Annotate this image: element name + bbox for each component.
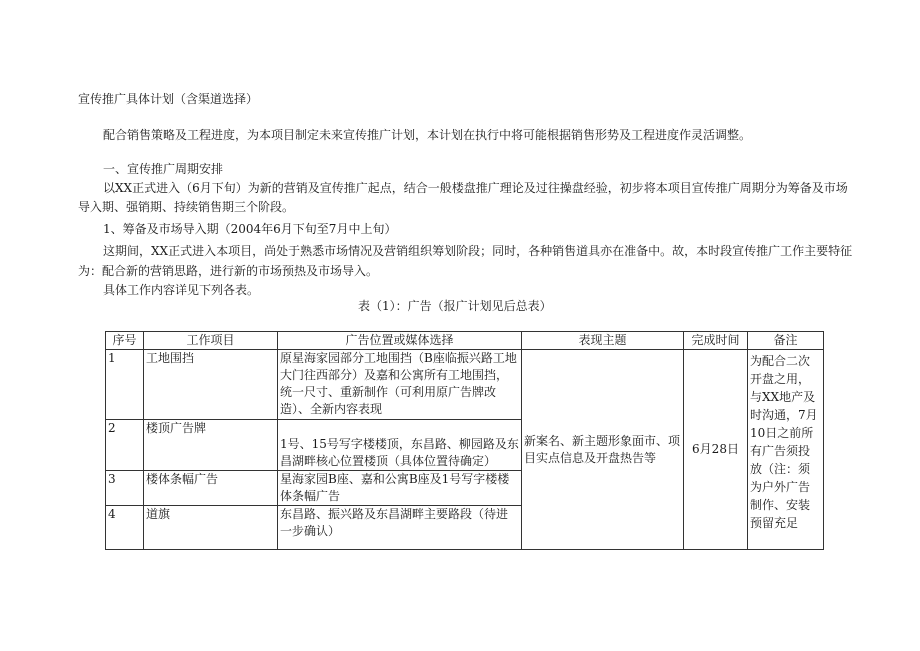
- header-no: 序号: [106, 332, 144, 350]
- intro-paragraph: 配合销售策略及工程进度，为本项目制定未来宣传推广计划，本计划在执行中将可能根据销售形势及工程进度作灵活调整。: [103, 128, 752, 142]
- row-note: 为配合二次开盘之用，与XX地产及时沟通，7月10日之前所有广告须投放（注：须为户外广告制作、安装预留充足: [748, 350, 824, 550]
- row-item: 楼顶广告牌: [144, 420, 278, 471]
- row-location: 原星海家园部分工地围挡（B座临振兴路工地大门往西部分）及嘉和公寓所有工地围挡，统一尺寸、重新制作（可利用原广告牌改造）、全新内容表现: [278, 350, 522, 420]
- ad-plan-table: [105, 331, 824, 550]
- row-no: 2: [106, 420, 144, 471]
- row-no: 4: [106, 506, 144, 550]
- row-location: 1号、15号写字楼楼顶，东昌路、柳园路及东昌湖畔核心位置楼顶（具体位置待确定）: [278, 420, 522, 471]
- row-location: 星海家园B座、嘉和公寓B座及1号写字楼楼体条幅广告: [278, 471, 522, 506]
- doc-heading: 宣传推广具体计划（含渠道选择）: [78, 92, 259, 106]
- section1-paragraph-line2: 导入期、强销期、持续销售期三个阶段。: [78, 200, 295, 214]
- row-location: 东昌路、振兴路及东昌湖畔主要路段（待进一步确认）: [278, 506, 522, 550]
- phase1-paragraph-line2: 为：配合新的营销思路，进行新的市场预热及市场导入。: [78, 264, 379, 278]
- header-note: 备注: [748, 332, 824, 350]
- row-item: 楼体条幅广告: [144, 471, 278, 506]
- section1-title: 一、宣传推广周期安排: [103, 162, 224, 176]
- phase1-paragraph-line1: 这期间，XX正式进入本项目，尚处于熟悉市场情况及营销组织筹划阶段；同时，各种销售道具亦在准备中。故，本时段宣传推广工作主要特征: [103, 244, 853, 258]
- row-item: 道旗: [144, 506, 278, 550]
- table-caption: 表（1）：广告（报广计划见后总表）: [358, 299, 552, 313]
- row-theme: 新案名、新主题形象面市、项目实点信息及开盘热告等: [522, 350, 684, 550]
- header-location: 广告位置或媒体选择: [278, 332, 522, 350]
- row-finish-time: 6月28日: [684, 350, 748, 550]
- phase1-paragraph-line3: 具体工作内容详见下列各表。: [103, 283, 260, 297]
- table-header-row: [106, 332, 824, 350]
- row-item: 工地围挡: [144, 350, 278, 420]
- header-finish-time: 完成时间: [684, 332, 748, 350]
- row-no: 1: [106, 350, 144, 420]
- header-item: 工作项目: [144, 332, 278, 350]
- section1-paragraph-line1: 以XX正式进入（6月下旬）为新的营销及宣传推广起点，结合一般楼盘推广理论及过往操盘经验，初步将本项目宣传推广周期分为筹备及市场: [103, 181, 848, 195]
- phase1-title: 1、筹备及市场导入期（2004年6月下旬至7月中上旬）: [103, 222, 397, 236]
- row-no: 3: [106, 471, 144, 506]
- table-row: [106, 350, 824, 420]
- header-theme: 表现主题: [522, 332, 684, 350]
